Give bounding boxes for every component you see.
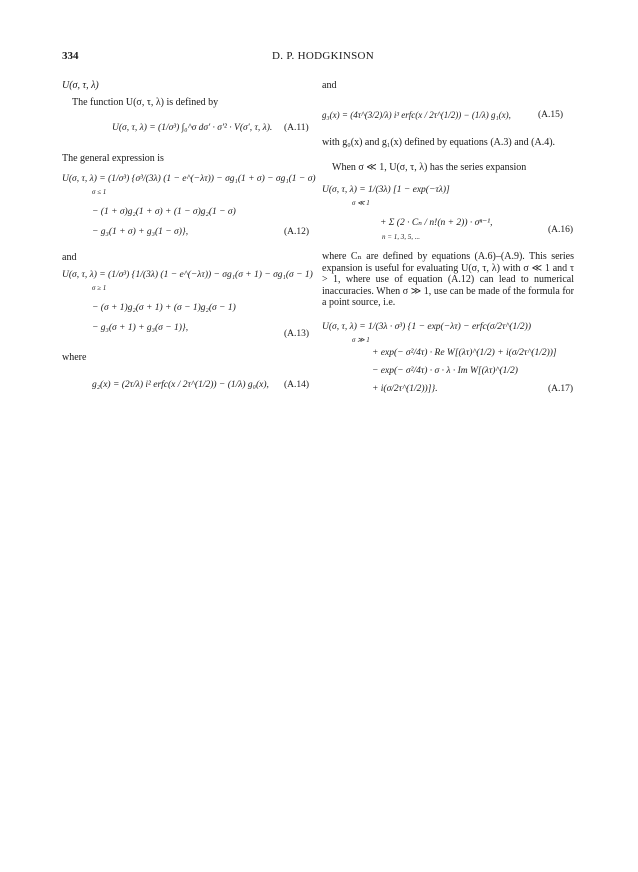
general-expression-text: The general expression is <box>62 153 164 164</box>
equation-a13-line2: − (σ + 1)g₂(σ + 1) + (σ − 1)g₂(σ − 1) <box>92 303 236 313</box>
intro-text: The function U(σ, τ, λ) is defined by <box>72 97 219 108</box>
equation-a16-condition: σ ≪ 1 <box>352 199 370 207</box>
equation-a15: g₃(x) = (4τ^(3/2)/λ) i³ erfc(x / 2τ^(1/2)) − (1/λ) g₁(x), <box>322 110 511 120</box>
equation-a14: g₂(x) = (2τ/λ) i² erfc(x / 2τ^(1/2)) − (1/λ) g₀(x), <box>92 380 269 390</box>
equation-a14-label: (A.14) <box>284 380 310 390</box>
equation-a12-condition: σ ≤ 1 <box>92 188 107 196</box>
equation-a11-label: (A.11) <box>284 123 309 133</box>
running-header-author: D. P. HODGKINSON <box>272 50 374 62</box>
equation-a17-line3: − exp(− σ²/4τ) · σ · λ · Im W[(λτ)^(1/2) <box>372 366 518 376</box>
equation-a13-line3: − g₃(σ + 1) + g₃(σ − 1)}, <box>92 323 189 333</box>
equation-a12-line3: − g₃(1 + σ) + g₃(1 − σ)}, <box>92 227 189 237</box>
equation-a11: U(σ, τ, λ) = (1/σ³) ∫₀^σ dσ′ · σ′² · V(σ′, τ, λ). <box>112 123 273 133</box>
where-text: where <box>62 352 87 363</box>
paragraph-series-expansion: When σ ≪ 1, U(σ, τ, λ) has the series expansion <box>332 162 527 173</box>
equation-a13-condition: σ ≥ 1 <box>92 284 107 292</box>
equation-a17-line1: U(σ, τ, λ) = 1/(3λ · σ³) {1 − exp(−λτ) − erfc(σ/2τ^(1/2)) <box>322 322 532 332</box>
equation-a15-label: (A.15) <box>538 110 564 120</box>
equation-a17-line4: + i(σ/2τ^(1/2))]}. <box>372 384 438 394</box>
equation-a16-line1: U(σ, τ, λ) = 1/(3λ) [1 − exp(−τλ)] <box>322 185 450 195</box>
equation-a12-label: (A.12) <box>284 227 310 237</box>
equation-a17-condition: σ ≫ 1 <box>352 336 370 344</box>
equation-a12-line2: − (1 + σ)g₂(1 + σ) + (1 − σ)g₂(1 − σ) <box>92 207 236 217</box>
paragraph-with-g0-g1: with g₀(x) and g₁(x) defined by equations (A.3) and (A.4). <box>322 137 556 148</box>
equation-a16-line2: + Σ (2 · Cₙ / n!(n + 2)) · σⁿ⁻¹, <box>380 218 493 228</box>
equation-a13-label: (A.13) <box>284 329 310 339</box>
section-heading: U(σ, τ, λ) <box>62 80 99 91</box>
equation-a13-line1: U(σ, τ, λ) = (1/σ³) {1/(3λ) (1 − e^(−λτ)) − σg₁(σ + 1) − σg₁(σ − 1) <box>62 270 313 280</box>
paragraph-cn-definition: where Cₙ are defined by equations (A.6)–(A.9). This series expansion is useful for evaluating U(σ, τ, λ) with σ ≪ 1 and τ > 1, where use of equation (A.12) can lead to numerical inaccuracies. When σ ≫ 1, use can be made of the formula for a point source, i.e. <box>322 251 574 308</box>
equation-a16-label: (A.16) <box>548 225 574 235</box>
and-text-right: and <box>322 80 337 91</box>
page-number: 334 <box>62 50 79 62</box>
equation-a17-label: (A.17) <box>548 384 574 394</box>
equation-a16-sum-range: n = 1, 3, 5, ... <box>382 233 420 241</box>
equation-a12-line1: U(σ, τ, λ) = (1/σ³) {σ³/(3λ) (1 − e^(−λτ)) − σg₁(1 + σ) − σg₁(1 − σ) <box>62 174 316 184</box>
equation-a17-line2: + exp(− σ²/4τ) · Re W[(λτ)^(1/2) + i(σ/2τ^(1/2))] <box>372 348 557 358</box>
and-text: and <box>62 252 77 263</box>
